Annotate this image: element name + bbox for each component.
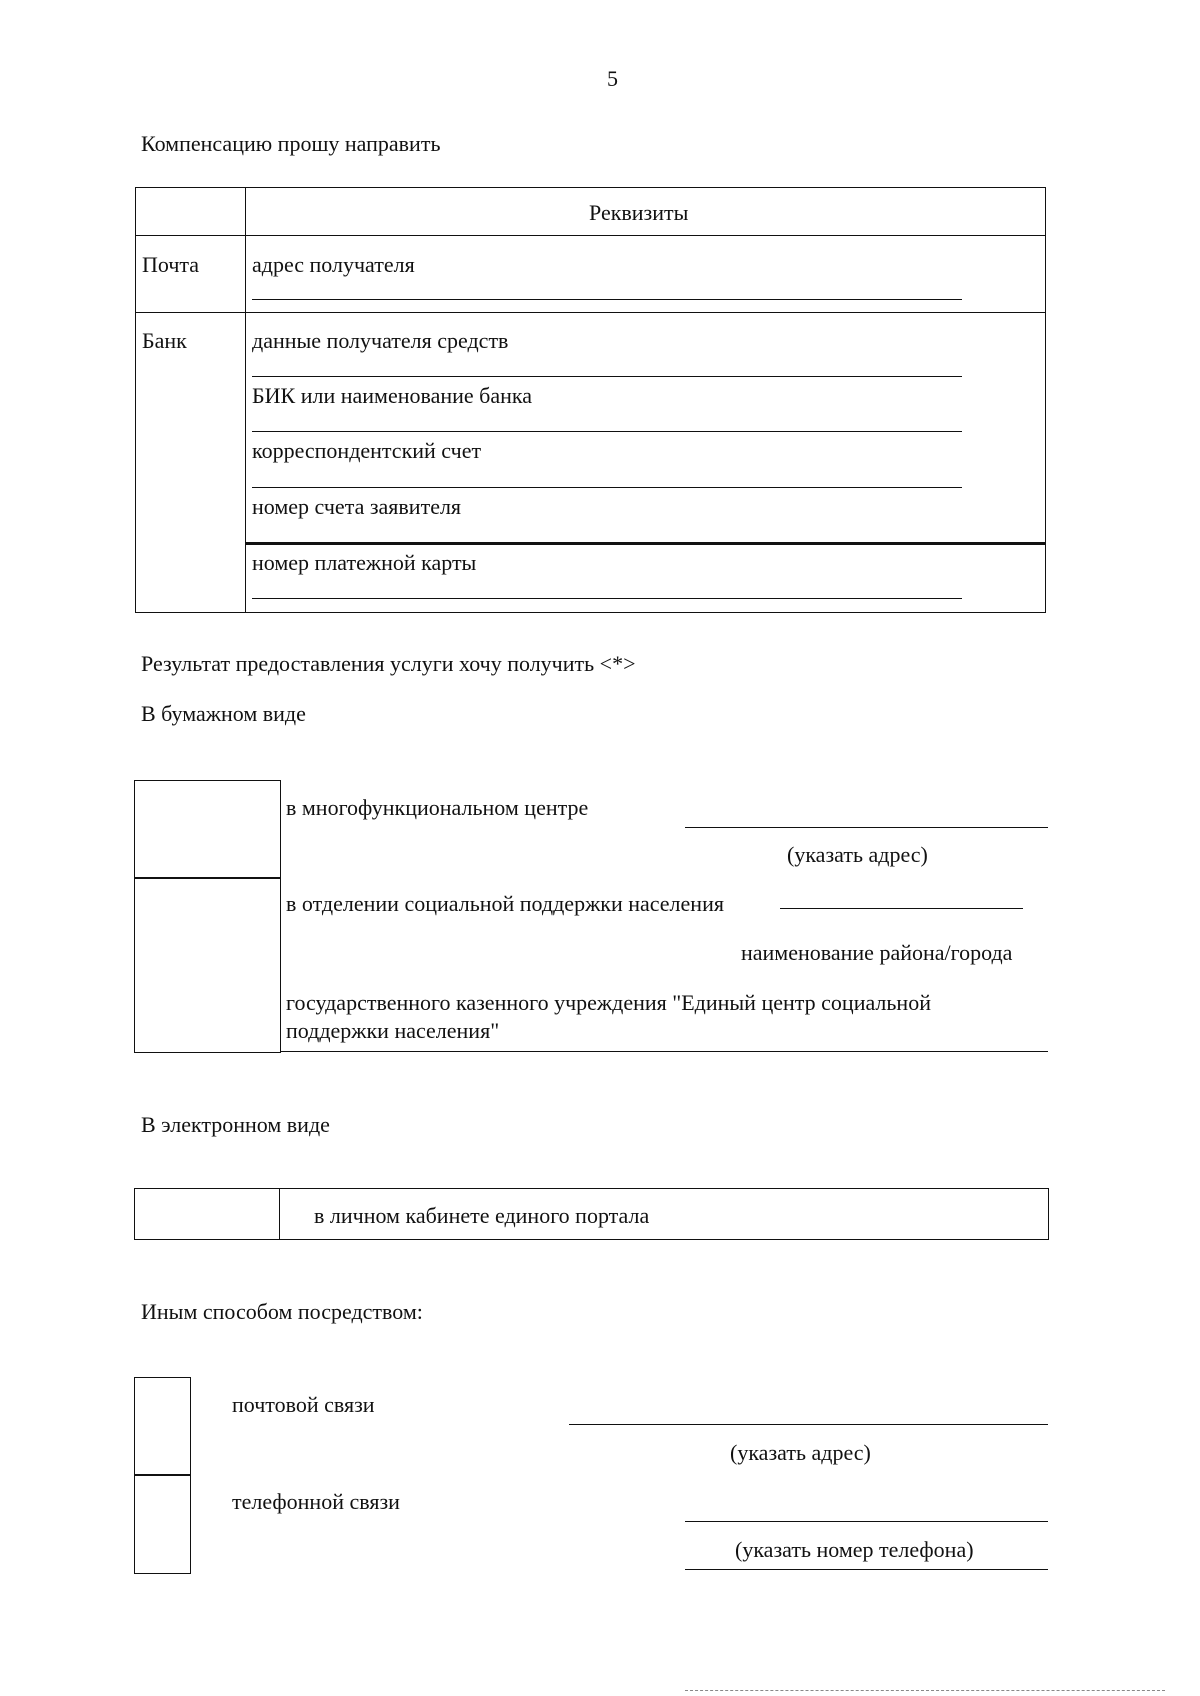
post-address-hint: (указать адрес): [730, 1440, 871, 1465]
recipient-address-label: адрес получателя: [252, 252, 415, 277]
paper-options-bottom-line: [280, 1051, 1048, 1052]
post-address-field[interactable]: [569, 1424, 1048, 1425]
corr-account-field[interactable]: [252, 487, 962, 488]
page-number: 5: [607, 66, 618, 91]
portal-label: в личном кабинете единого портала: [314, 1203, 650, 1228]
phone-number-hint: (указать номер телефона): [735, 1537, 974, 1562]
social-org-line-1: государственного казенного учреждения "Единый центр социальной: [286, 990, 931, 1015]
mfc-label: в многофункциональном центре: [286, 795, 589, 820]
page-bottom-divider: [685, 1690, 1165, 1691]
recipient-data-field[interactable]: [252, 376, 962, 377]
requisites-header: Реквизиты: [589, 200, 689, 225]
recipient-address-field[interactable]: [252, 299, 962, 300]
card-number-label: номер платежной карты: [252, 550, 477, 575]
corr-account-label: корреспондентский счет: [252, 438, 482, 463]
recipient-data-label: данные получателя средств: [252, 328, 509, 353]
post-contact-label: почтовой связи: [232, 1392, 375, 1417]
social-label: в отделении социальной поддержки населения: [286, 891, 724, 916]
table-header-divider: [135, 235, 1046, 236]
mfc-address-hint: (указать адрес): [787, 842, 928, 867]
mfc-checkbox[interactable]: [134, 780, 281, 879]
phone-checkbox[interactable]: [134, 1474, 191, 1574]
other-heading: Иным способом посредством:: [141, 1299, 423, 1324]
post-label: Почта: [142, 252, 200, 277]
table-row-divider: [135, 312, 1046, 313]
phone-contact-label: телефонной связи: [232, 1489, 400, 1514]
social-district-hint: наименование района/города: [741, 940, 1013, 965]
card-number-field[interactable]: [252, 598, 962, 599]
social-org-line-2: поддержки населения": [286, 1018, 500, 1043]
post-checkbox[interactable]: [134, 1377, 191, 1476]
applicant-account-field[interactable]: [245, 542, 1045, 545]
portal-checkbox[interactable]: [279, 1188, 280, 1240]
applicant-account-label: номер счета заявителя: [252, 494, 462, 519]
compensation-heading: Компенсацию прошу направить: [141, 131, 441, 156]
table-column-divider: [245, 187, 246, 613]
mfc-address-field[interactable]: [685, 827, 1048, 828]
paper-heading: В бумажном виде: [141, 701, 306, 726]
bic-field[interactable]: [252, 431, 962, 432]
bank-label: Банк: [142, 328, 187, 353]
electronic-heading: В электронном виде: [141, 1112, 330, 1137]
social-checkbox[interactable]: [134, 877, 281, 1053]
social-district-field[interactable]: [780, 908, 1023, 909]
phone-number-field[interactable]: [685, 1521, 1048, 1522]
result-heading: Результат предоставления услуги хочу получить <*>: [141, 651, 636, 676]
bic-label: БИК или наименование банка: [252, 383, 533, 408]
phone-hint-underline: [685, 1569, 1048, 1570]
